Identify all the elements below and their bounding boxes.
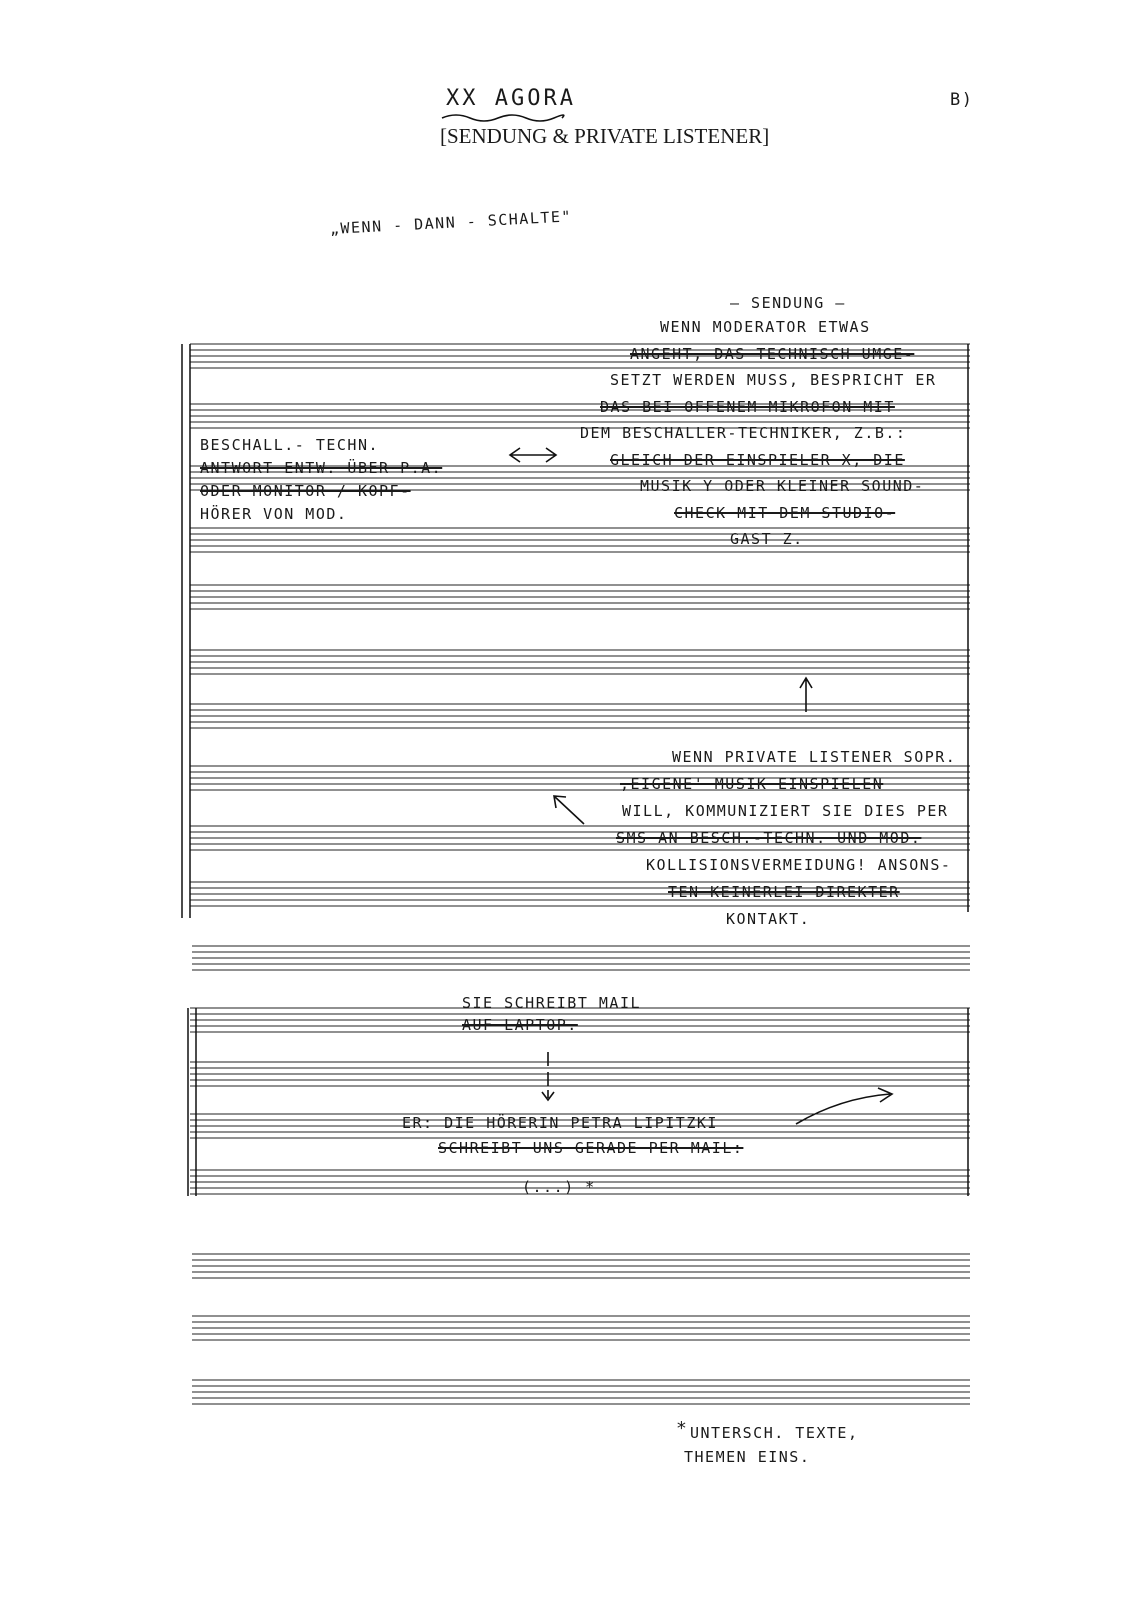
page-mark: B): [950, 90, 974, 110]
lower-note-line: WENN PRIVATE LISTENER SOPR.: [672, 748, 957, 766]
ellipsis-mark: (...) *: [522, 1178, 596, 1196]
lower-note-line: KOLLISIONSVERMEIDUNG! ANSONS-: [646, 856, 952, 874]
footnote-asterisk: *: [676, 1418, 689, 1439]
mail-note-line: AUF LAPTOP.: [462, 1016, 578, 1034]
right-note-line: SETZT WERDEN MUSS, BESPRICHT ER: [610, 371, 937, 389]
sendung-heading: – SENDUNG –: [730, 294, 846, 312]
left-note-line: ANTWORT ENTW. ÜBER P.A.: [200, 459, 443, 477]
mail-note-line: SIE SCHREIBT MAIL: [462, 994, 642, 1012]
right-note-line: GLEICH DER EINSPIELER X, DIE: [610, 450, 905, 469]
arrow-up-icon: [800, 678, 812, 712]
arrow-diagonal-icon: [554, 796, 584, 824]
double-arrow-icon: [510, 448, 556, 462]
left-note-line: BESCHALL.- TECHN.: [200, 436, 380, 454]
right-note-line: CHECK MIT DEM STUDIO-: [674, 503, 896, 522]
right-note-line: MUSIK Y ODER KLEINER SOUND-: [640, 477, 925, 495]
lower-note-line: WILL, KOMMUNIZIERT SIE DIES PER: [622, 802, 949, 820]
speech-note-line: SCHREIBT UNS GERADE PER MAIL:: [438, 1139, 744, 1157]
right-note-line: WENN MODERATOR ETWAS: [660, 318, 871, 336]
document-title: XX AGORA: [446, 86, 576, 111]
right-note-line: DEM BESCHALLER-TECHNIKER, Z.B.:: [580, 424, 907, 442]
footnote-line: THEMEN EINS.: [684, 1448, 811, 1466]
section-label: „WENN - DANN - SCHALTE": [329, 207, 573, 238]
right-note-line: ANGEHT, DAS TECHNISCH UMGE-: [630, 344, 915, 363]
lower-note-line: SMS AN BESCH.-TECHN. UND MOD.: [616, 829, 922, 847]
left-note-line: ODER MONITOR / KOPF-: [200, 482, 411, 500]
arrow-down-dashed-icon: [542, 1052, 554, 1100]
lower-note-line: ‚EIGENE' MUSIK EINSPIELEN: [620, 775, 884, 793]
left-note-line: HÖRER VON MOD.: [200, 505, 348, 523]
curved-arrow-icon: [796, 1088, 892, 1124]
footnote-line: UNTERSCH. TEXTE,: [690, 1424, 859, 1442]
lower-note-line: KONTAKT.: [726, 910, 811, 928]
lower-note-line: TEN KEINERLEI DIREKTER: [668, 883, 900, 901]
document-subtitle: [SENDUNG & PRIVATE LISTENER]: [440, 124, 770, 148]
right-note-line: DAS BEI OFFENEM MIKROFON MIT: [600, 397, 895, 416]
speech-note-line: ER: DIE HÖRERIN PETRA LIPITZKI: [402, 1114, 718, 1132]
right-note-line: GAST Z.: [730, 530, 804, 548]
